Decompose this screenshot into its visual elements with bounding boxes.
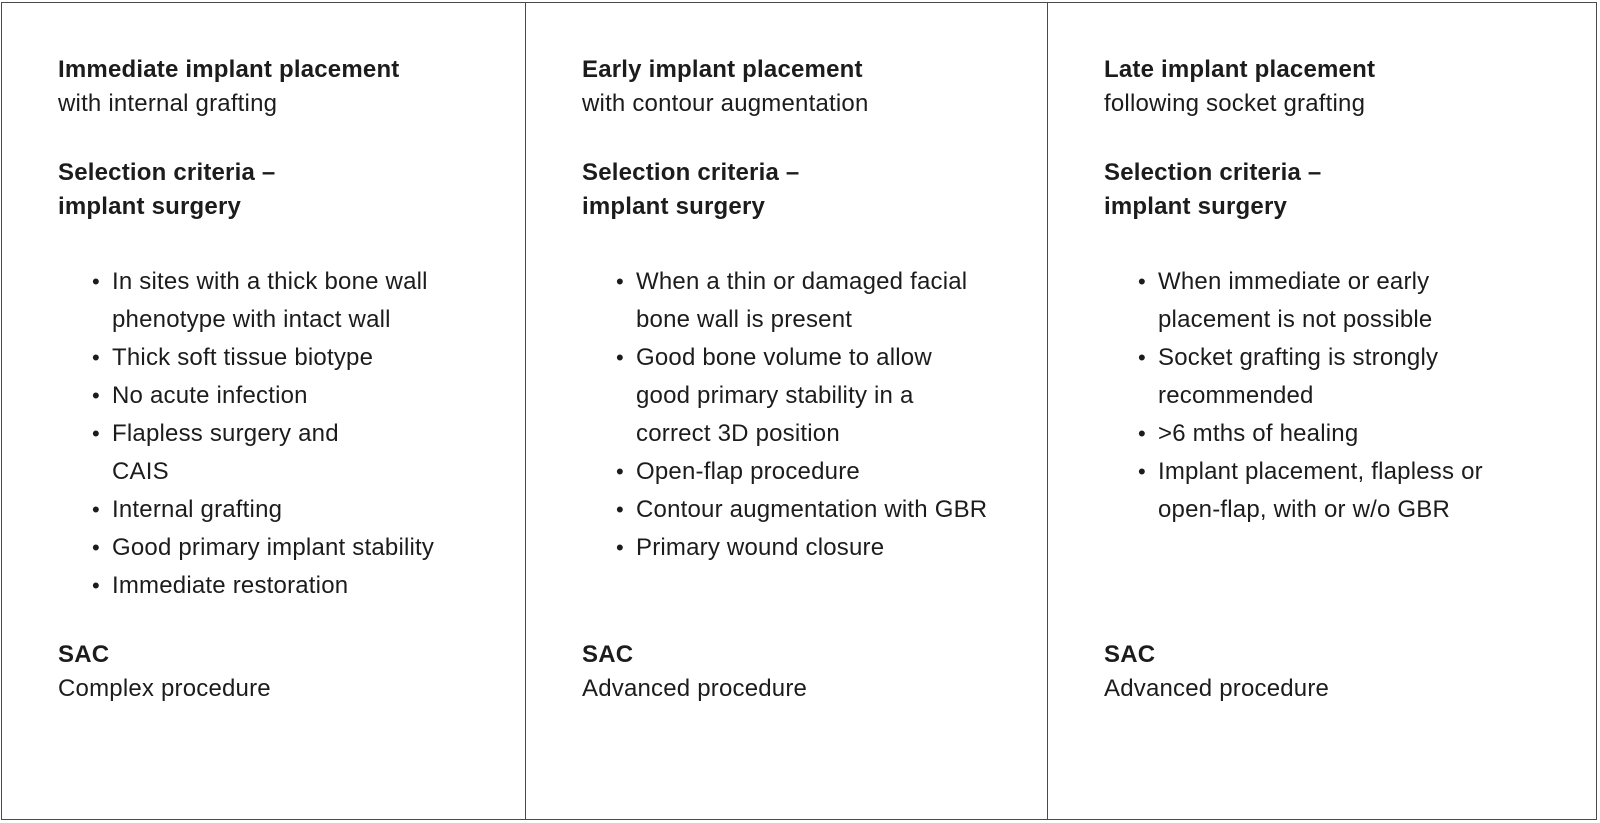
sac-block	[58, 638, 271, 706]
column-immediate-placement	[2, 3, 525, 819]
criteria-item: • Socket grafting is strongly recommended	[1158, 339, 1478, 415]
criteria-list	[92, 263, 492, 605]
criteria-title-line2: implant surgery	[1104, 193, 1288, 220]
column-subheading: with contour augmentation	[582, 90, 869, 117]
criteria-title-line1: Selection criteria –	[1104, 159, 1322, 186]
criteria-item: • Good primary implant stability	[112, 529, 492, 567]
sac-block	[1104, 638, 1329, 706]
criteria-item: • >6 mths of healing	[1158, 415, 1538, 453]
criteria-title-line2: implant surgery	[58, 193, 242, 220]
criteria-item: • Contour augmentation with GBR	[636, 491, 996, 529]
column-title-block	[582, 53, 869, 121]
criteria-item: • Immediate restoration	[112, 567, 492, 605]
comparison-table	[1, 2, 1597, 820]
column-subheading: following socket grafting	[1104, 90, 1366, 117]
criteria-title-line1: Selection criteria –	[582, 159, 800, 186]
sac-value: Complex procedure	[58, 675, 271, 702]
criteria-item: • In sites with a thick bone wall phenotype with intact wall	[112, 263, 462, 339]
criteria-item: • Internal grafting	[112, 491, 492, 529]
column-title-block	[1104, 53, 1375, 121]
criteria-title-line1: Selection criteria –	[58, 159, 276, 186]
column-heading: Immediate implant placement	[58, 56, 400, 83]
sac-value: Advanced procedure	[1104, 675, 1330, 702]
criteria-item: • When immediate or early placement is not possible	[1158, 263, 1478, 339]
criteria-item: • No acute infection	[112, 377, 492, 415]
criteria-item: • When a thin or damaged facial bone wall is present	[636, 263, 996, 339]
criteria-item: • Good bone volume to allow good primary stability in a correct 3D position	[636, 339, 956, 453]
criteria-title-line2: implant surgery	[582, 193, 766, 220]
column-heading: Early implant placement	[582, 56, 863, 83]
column-early-placement	[525, 3, 1047, 819]
column-heading: Late implant placement	[1104, 56, 1376, 83]
sac-label: SAC	[1104, 641, 1156, 668]
criteria-item: • Implant placement, flapless or open-flap, with or w/o GBR	[1158, 453, 1528, 529]
sac-label: SAC	[582, 641, 634, 668]
column-late-placement	[1047, 3, 1596, 819]
criteria-list	[616, 263, 996, 567]
criteria-item: • Flapless surgery and CAIS	[112, 415, 362, 491]
criteria-title-block	[58, 156, 275, 224]
criteria-list	[1138, 263, 1538, 529]
criteria-item: • Open-flap procedure	[636, 453, 996, 491]
criteria-title-block	[582, 156, 799, 224]
criteria-title-block	[1104, 156, 1321, 224]
column-subheading: with internal grafting	[58, 90, 278, 117]
sac-value: Advanced procedure	[582, 675, 808, 702]
column-title-block	[58, 53, 400, 121]
sac-label: SAC	[58, 641, 110, 668]
criteria-item: • Primary wound closure	[636, 529, 996, 567]
sac-block	[582, 638, 807, 706]
criteria-item: • Thick soft tissue biotype	[112, 339, 492, 377]
